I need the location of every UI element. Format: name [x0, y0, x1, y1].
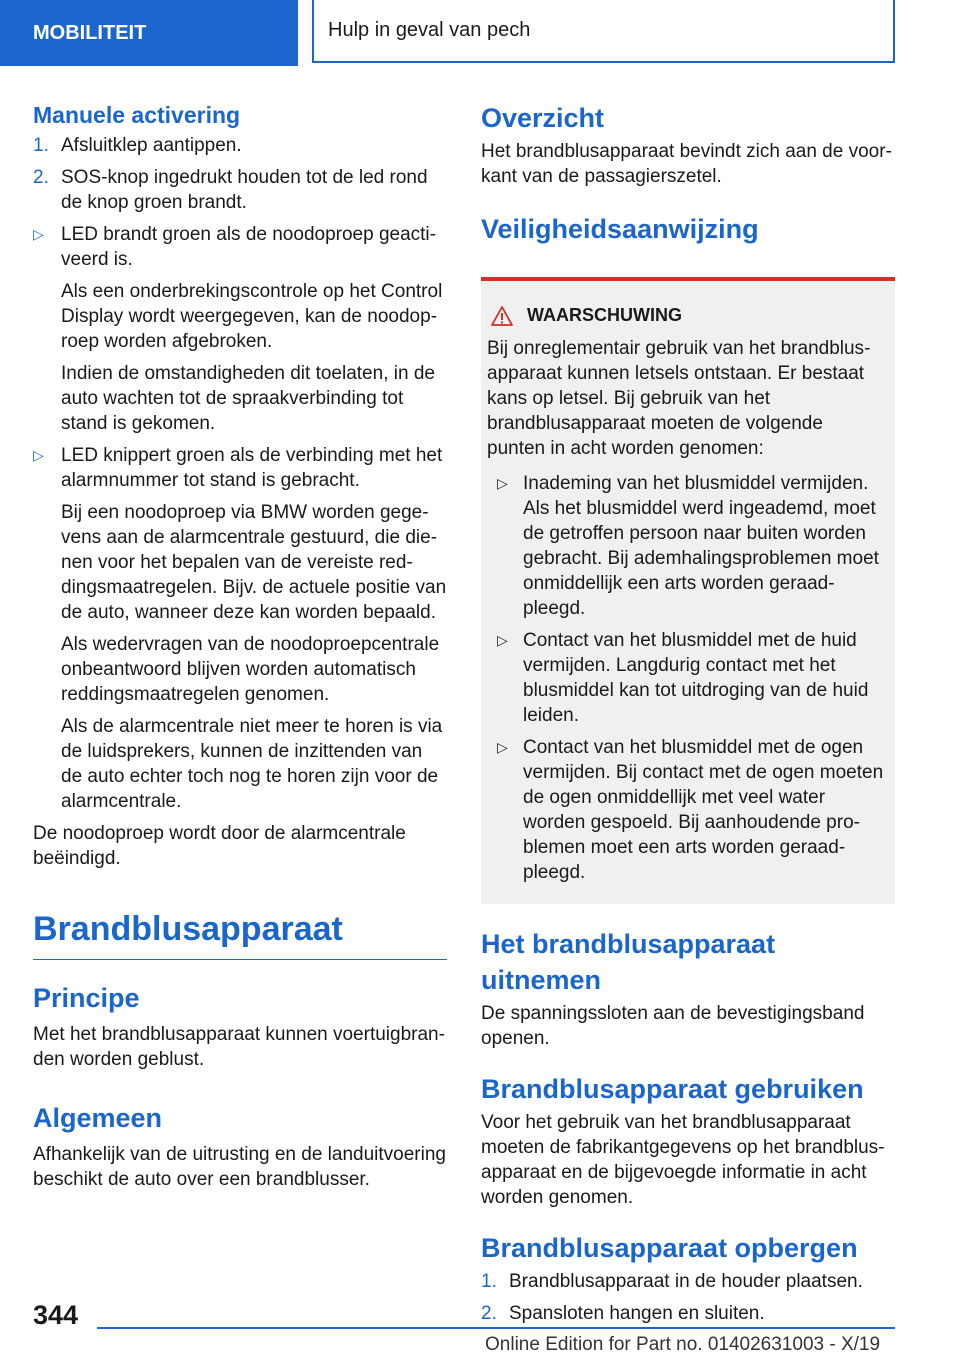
step-number: 2. [481, 1303, 497, 1324]
main-heading: Brandblusapparaat [33, 907, 447, 960]
bullet-subtext: Bij een noodoproep via BMW worden gegevens aan de alarmcentrale gestuurd, die dienen voor het bepalen van de vereiste reddingsmaatregelen. Bijv. de actuele positie van de auto, wanneer deze kan worden bepaald. [61, 502, 447, 623]
warning-bullet-text: Contact van het blusmiddel met de huid vermijden. Langdurig contact met het blusmiddel kan tot uitdroging van de huid leiden. [523, 630, 869, 726]
triangle-bullet-icon: ▷ [497, 475, 508, 491]
algemeen-text: Afhankelijk van de uitrusting en de landuitvoering beschikt de auto over een brandblusser. [33, 1144, 446, 1190]
page-number: 344 [33, 1300, 79, 1330]
triangle-bullet-icon: ▷ [497, 739, 508, 755]
warning-bullet-item [487, 628, 885, 728]
manual-activation-heading: Manuele activering [33, 102, 241, 128]
footer-divider [97, 1327, 895, 1329]
triangle-bullet-icon: ▷ [33, 447, 44, 463]
section-tab [0, 0, 298, 66]
uitnemen-heading: Het brandblusapparaat uitnemen [481, 929, 776, 995]
chapter-label: Hulp in geval van pech [328, 19, 531, 41]
bullet-text: LED knippert groen als de verbinding met het alarmnummer tot stand is gebracht. [61, 445, 443, 491]
overzicht-text: Het brandblusapparaat bevindt zich aan de voorkant van de passagierszetel. [481, 141, 892, 187]
triangle-bullet-icon: ▷ [33, 226, 44, 242]
veiligheid-heading: Veiligheidsaanwijzing [481, 214, 759, 244]
uitnemen-text: De spanningssloten aan de bevestigingsband openen. [481, 1003, 865, 1049]
step-item [481, 1301, 895, 1326]
opbergen-steps [481, 1269, 895, 1326]
step-text: Spansloten hangen en sluiten. [509, 1303, 765, 1324]
warning-box [481, 277, 895, 904]
step-item [481, 1269, 895, 1294]
bullet-subtext: Als een onderbrekingscontrole op het Control Display wordt weergegeven, kan de noodoproep worden afgebroken. [61, 281, 443, 352]
bullet-subtext: Als de alarmcentrale niet meer te horen is via de luidsprekers, kunnen de inzittenden van de auto echter toch nog te horen zijn voor de alarmcentrale. [61, 716, 443, 812]
left-column [33, 100, 447, 1192]
bullet-item [33, 222, 447, 436]
step-number: 1. [481, 1271, 497, 1292]
bullet-item [33, 443, 447, 814]
gebruiken-text: Voor het gebruik van het brandblusapparaat moeten de fabrikantgegevens op het brandblusapparaat en de bijgevoegde informatie in acht worden genomen. [481, 1112, 885, 1208]
principe-heading: Principe [33, 983, 140, 1013]
gebruiken-heading: Brandblusapparaat gebruiken [481, 1074, 864, 1104]
warning-bullet-item [487, 735, 885, 885]
warning-bullet-item [487, 471, 885, 621]
warning-bullet-text: Inademing van het blusmiddel vermijden. Als het blusmiddel werd ingeademd, moet de getroffen persoon naar buiten worden gebracht. Bij ademhalingsproblemen moet onmiddellijk een arts worden geraadpleegd. [523, 473, 879, 619]
step-number: 2. [33, 167, 49, 188]
step-number: 1. [33, 135, 49, 156]
warning-bullets [487, 471, 885, 885]
section-label: MOBILITEIT [33, 21, 147, 44]
principe-text: Met het brandblusapparaat kunnen voertuigbranden worden geblust. [33, 1024, 445, 1070]
led-bullets [33, 222, 447, 814]
algemeen-heading: Algemeen [33, 1103, 163, 1133]
bullet-text: LED brandt groen als de noodoproep geactiveerd is. [61, 224, 436, 270]
overzicht-heading: Overzicht [481, 103, 605, 133]
opbergen-heading: Brandblusapparaat opbergen [481, 1233, 858, 1263]
step-item [33, 133, 447, 158]
footer-edition: Online Edition for Part no. 01402631003 - X/19 [485, 1334, 881, 1355]
warning-intro: Bij onreglementair gebruik van het brandblusapparaat kunnen letsels ontstaan. Er bestaat kans op letsel. Bij gebruik van het brandblusapparaat moeten de volgende punten in acht worden genomen: [487, 338, 871, 459]
triangle-bullet-icon: ▷ [497, 632, 508, 648]
warning-title-row [487, 303, 885, 328]
step-item [33, 165, 447, 215]
bullet-subtext: Indien de omstandigheden dit toelaten, in de auto wachten tot de spraakverbinding tot stand is gekomen. [61, 363, 435, 434]
activation-steps [33, 133, 447, 215]
right-column [481, 100, 895, 1333]
closing-text: De noodoproep wordt door de alarmcentrale beëindigd. [33, 823, 406, 869]
chapter-tab [312, 0, 895, 63]
warning-title: WAARSCHUWING [527, 305, 682, 325]
step-text: Afsluitklep aantippen. [61, 135, 242, 156]
step-text: SOS-knop ingedrukt houden tot de led rond de knop groen brandt. [61, 167, 428, 213]
step-text: Brandblusapparaat in de houder plaatsen. [509, 1271, 863, 1292]
warning-triangle-icon [491, 306, 513, 326]
warning-bullet-text: Contact van het blusmiddel met de ogen vermijden. Bij contact met de ogen moeten de ogen onmiddellijk met veel water worden gespoeld. Bij aanhoudende problemen moet een arts worden geraadpleegd. [523, 737, 884, 883]
bullet-subtext: Als wedervragen van de noodoproepcentrale onbeantwoord blijven worden automatisch reddingsmaatregelen genomen. [61, 634, 440, 705]
